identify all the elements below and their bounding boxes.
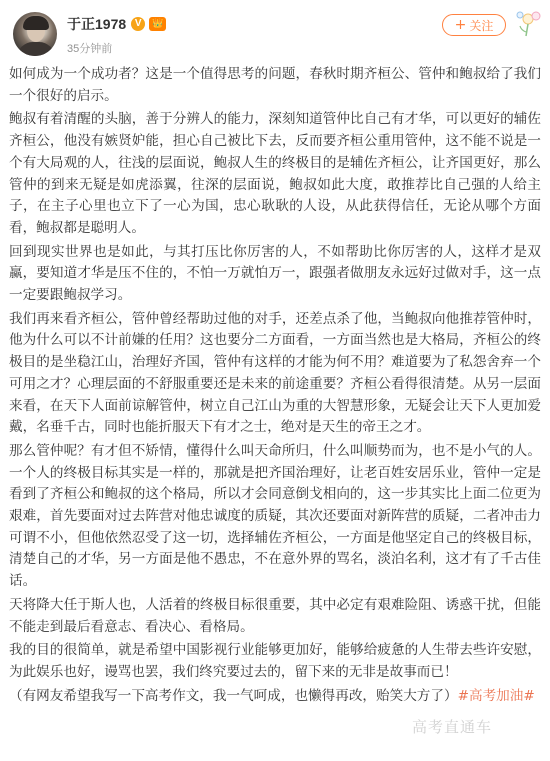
hashtag-link[interactable]: #高考加油# — [457, 687, 535, 704]
decorative-flower-icon — [506, 6, 546, 40]
post-paragraph: 我们再来看齐桓公，管仲曾经帮助过他的对手，还差点杀了他，当鲍叔向他推荐管仲时，他为什么可以不计前嫌的任用？这也要分二方面看，一方面当然也是大格局，齐桓公的终极目的是坐稳江山，治理好齐国，管仲有这样的才能为何不用？难道要为了私怨舍弃一个可用之才？心理层面的不舒服重要还是未来的前途重要？齐桓公看得很清楚。从另一层面来看，在天下人面前谅解管仲，树立自己江山为重的大智慧形象，无疑会让天下人更加爱戴，名垂千古，同时也能折服天下有才之士，绝对是天生的帝王之才。 — [9, 310, 541, 436]
closing-paragraph — [9, 686, 541, 708]
watermark: 高考直通车 — [412, 718, 493, 736]
post-paragraph: 回到现实世界也是如此，与其打压比你厉害的人，不如帮助比你厉害的人，这样才是双赢，要知道才华是压不住的，不怕一万就怕万一，跟强者做朋友永远好过做对手，这一点一定要跟鲍叔学习。 — [9, 243, 541, 304]
post-paragraph: 如何成为一个成功者？这是一个值得思考的问题，春秋时期齐桓公、管仲和鲍叔给了我们一个很好的启示。 — [9, 66, 541, 104]
follow-button-label: 关注 — [469, 18, 494, 33]
post-header — [0, 0, 550, 60]
avatar-body-shape — [17, 42, 55, 56]
verified-icon: V — [131, 17, 145, 31]
post-time[interactable]: 35分钟前 — [67, 43, 113, 55]
name-row — [67, 14, 166, 34]
closing-note: （有网友希望我写一下高考作文，我一气呵成，也懒得再改，贻笑大方了） — [9, 687, 458, 704]
post-paragraph: 那么管仲呢？有才但不矫情，懂得什么叫天命所归，什么叫顺势而为，也不是小气的人。一个人的终极目标其实是一样的，那就是把齐国治理好，让老百姓安居乐业，管仲一定是看到了齐桓公和鲍叔的这个格局，所以才会同意倒戈相向的，这一步其实比上面二位更为艰难，首先要面对过去阵营对他忠诚度的质疑，其次还要面对新阵营的质疑，二者冲击力可谓不小，但他依然忍受了这一切，选择辅佐齐桓公，一方面是他坚定自己的终极目标，清楚自己的才华，另一方面是他不愚忠，不在意外界的骂名，淡泊名利，这才有了千古佳话。 — [9, 442, 541, 590]
post-paragraph: 天将降大任于斯人也，人活着的终极目标很重要，其中必定有艰难险阻、诱惑干扰，但能不能走到最后看意志、看决心、看格局。 — [9, 596, 541, 635]
post-paragraph: 我的目的很简单，就是希望中国影视行业能够更加好，能够给疲惫的人生带去些许安慰，为此娱乐也好，谩骂也罢，我们终究要过去的，留下来的无非是故事而已！ — [9, 642, 541, 680]
plus-icon: + — [454, 17, 467, 33]
post-content — [9, 64, 541, 707]
post-paragraph: 鲍叔有着清醒的头脑，善于分辨人的能力，深刻知道管仲比自己有才华，可以更好的辅佐齐桓公，他没有嫉贤妒能，担心自己被比下去，反而要齐桓公重用管仲，这不能不说是一个有大局观的人，往浅的层面说，鲍叔人生的终极目的是辅佐齐桓公，让齐国更好，那么管仲的到来无疑是如虎添翼，往深的层面说，鲍叔如此大度，敢推荐比自己强的人给主子，在主子心里也立下了一心为国，忠心耿耿的人设，从此获得信任，无论从哪个方面看，鲍叔都是聪明人。 — [9, 111, 541, 236]
vip-crown-icon: 👑 — [149, 17, 166, 31]
follow-button[interactable] — [442, 14, 506, 36]
avatar[interactable] — [13, 12, 57, 56]
avatar-hair-shape — [23, 16, 49, 30]
user-name[interactable]: 于正1978 — [67, 16, 127, 32]
